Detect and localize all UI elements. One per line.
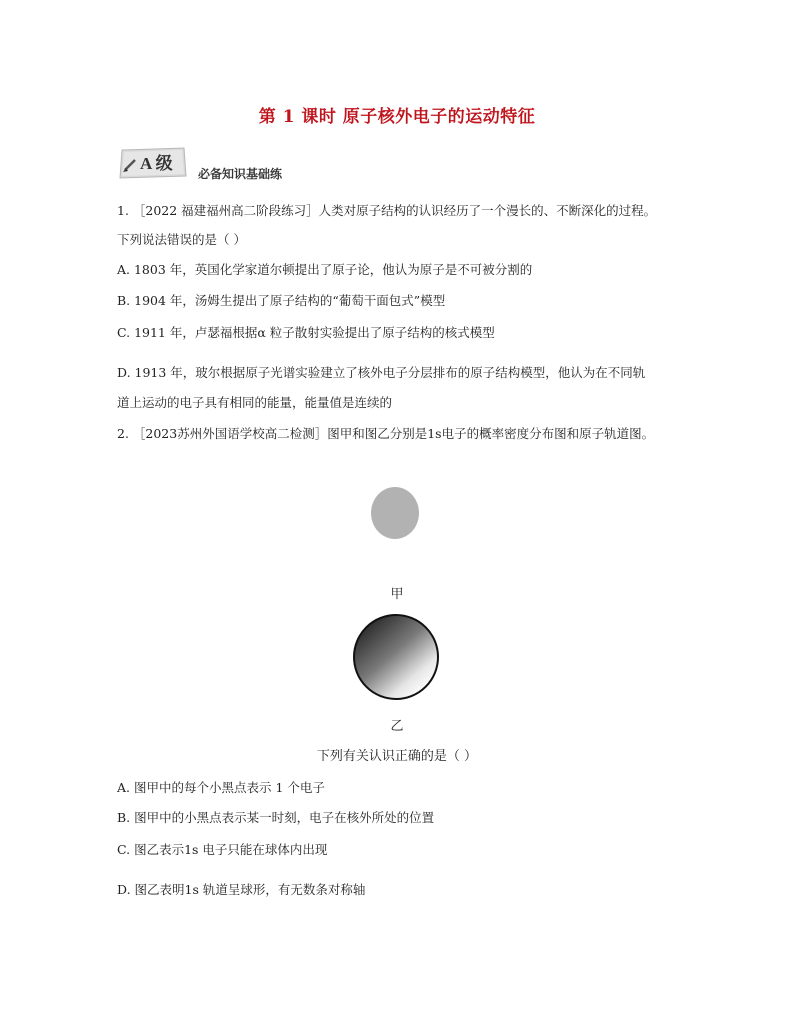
q1-option-d-line1: D. 1913 年，玻尔根据原子光谱实验建立了核外电子分层排布的原子结构模型，他认为在不同轨 [117,365,646,380]
figure-b-caption: 乙 [390,719,404,734]
q1-stem-line1: 1. ［2022 福建福州高二阶段练习］人类对原子结构的认识经历了一个漫长的、不断深化的过程。 [117,203,657,218]
page-title: 第 1 课时 原子核外电子的运动特征 [258,107,536,127]
level-badge-text: A 级 [140,154,173,173]
q2-stem: 2. ［2023苏州外国语学校高二检测］图甲和图乙分别是1s电子的概率密度分布图和原子轨道图。 [117,426,655,441]
level-badge [118,146,188,180]
q1-stem-line2: 下列说法错误的是（ ） [117,232,246,247]
q2-option-c: C. 图乙表示1s 电子只能在球体内出现 [117,842,328,857]
q2-option-b: B. 图甲中的小黑点表示某一时刻，电子在核外所处的位置 [117,810,435,825]
q1-option-a: A. 1803 年，英国化学家道尔顿提出了原子论，他认为原子是不可被分割的 [117,262,533,277]
probability-density-figure [343,458,447,574]
q2-option-a: A. 图甲中的每个小黑点表示 1 个电子 [117,780,325,795]
q2-prompt: 下列有关认识正确的是（ ） [316,749,478,764]
q2-option-d: D. 图乙表明1s 轨道呈球形，有无数条对称轴 [117,882,366,897]
q1-option-c: C. 1911 年，卢瑟福根据α 粒子散射实验提出了原子结构的核式模型 [117,325,495,340]
orbital-sphere-figure [352,613,440,701]
q1-option-b: B. 1904 年，汤姆生提出了原子结构的“葡萄干面包式”模型 [117,293,446,308]
figure-a-caption: 甲 [390,587,404,602]
q1-option-d-line2: 道上运动的电子具有相同的能量，能量值是连续的 [117,395,393,410]
level-label: 必备知识基础练 [198,167,283,181]
